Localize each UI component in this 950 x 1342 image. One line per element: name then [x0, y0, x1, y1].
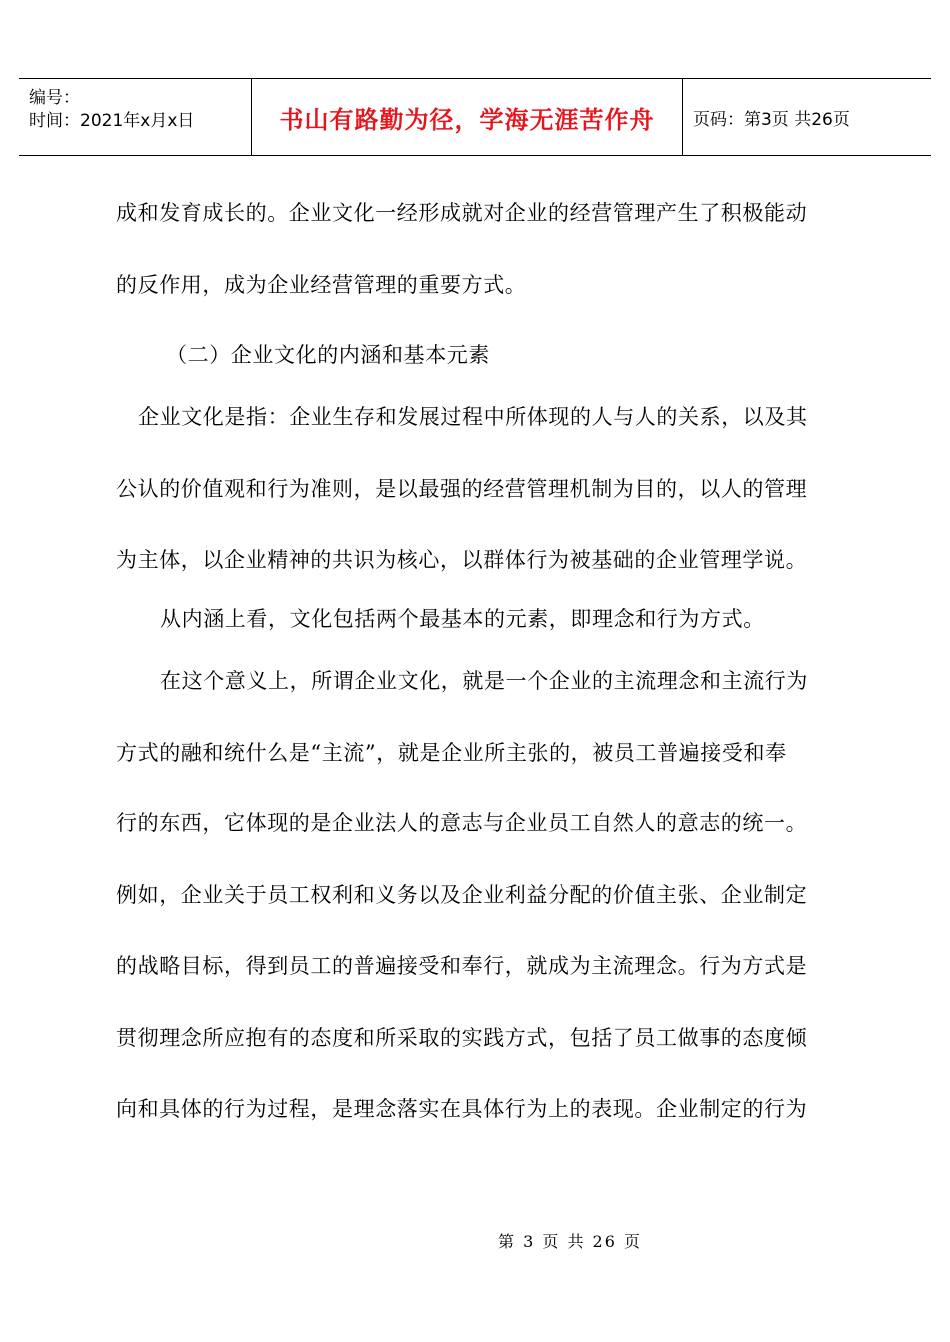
- body-line: 为主体，以企业精神的共识为核心，以群体行为被基础的企业管理学说。: [116, 548, 808, 572]
- body-line: 方式的融和统什么是“主流”，就是企业所主张的，被员工普遍接受和奉: [116, 741, 787, 765]
- body-line: 例如，企业关于员工权利和义务以及企业利益分配的价值主张、企业制定: [116, 883, 808, 907]
- body-line: 公认的价值观和行为准则，是以最强的经营管理机制为目的，以人的管理: [116, 477, 808, 501]
- body-line: 贯彻理念所应抱有的态度和所采取的实践方式，包括了员工做事的态度倾: [116, 1026, 808, 1050]
- body-line: 企业文化是指：企业生存和发展过程中所体现的人与人的关系，以及其: [138, 405, 808, 429]
- section-heading: （二）企业文化的内涵和基本元素: [166, 343, 490, 367]
- header-motto: 书山有路勤为径，学海无涯苦作舟: [279, 105, 655, 134]
- document-header: [19, 78, 931, 156]
- body-line: 向和具体的行为过程，是理念落实在具体行为上的表现。企业制定的行为: [116, 1097, 808, 1121]
- header-page-cell: [683, 79, 931, 155]
- document-number-label: 编号：: [29, 88, 80, 108]
- header-page-label: 页码：第3页 共26页: [693, 109, 850, 130]
- header-motto-cell: [252, 79, 683, 155]
- document-time-label: 时间：2021年x月x日: [29, 111, 195, 131]
- page-footer: 第 3 页 共 26 页: [498, 1232, 642, 1251]
- body-line: 的战略目标，得到员工的普遍接受和奉行，就成为主流理念。行为方式是: [116, 954, 808, 978]
- body-line: 行的东西，它体现的是企业法人的意志与企业员工自然人的意志的统一。: [116, 811, 808, 835]
- body-line: 的反作用，成为企业经营管理的重要方式。: [116, 273, 527, 297]
- header-meta-cell: [19, 79, 252, 155]
- body-line: 从内涵上看，文化包括两个最基本的元素，即理念和行为方式。: [160, 607, 765, 631]
- body-line: 在这个意义上，所谓企业文化，就是一个企业的主流理念和主流行为: [160, 669, 808, 693]
- body-line: 成和发育成长的。企业文化一经形成就对企业的经营管理产生了积极能动: [116, 201, 808, 225]
